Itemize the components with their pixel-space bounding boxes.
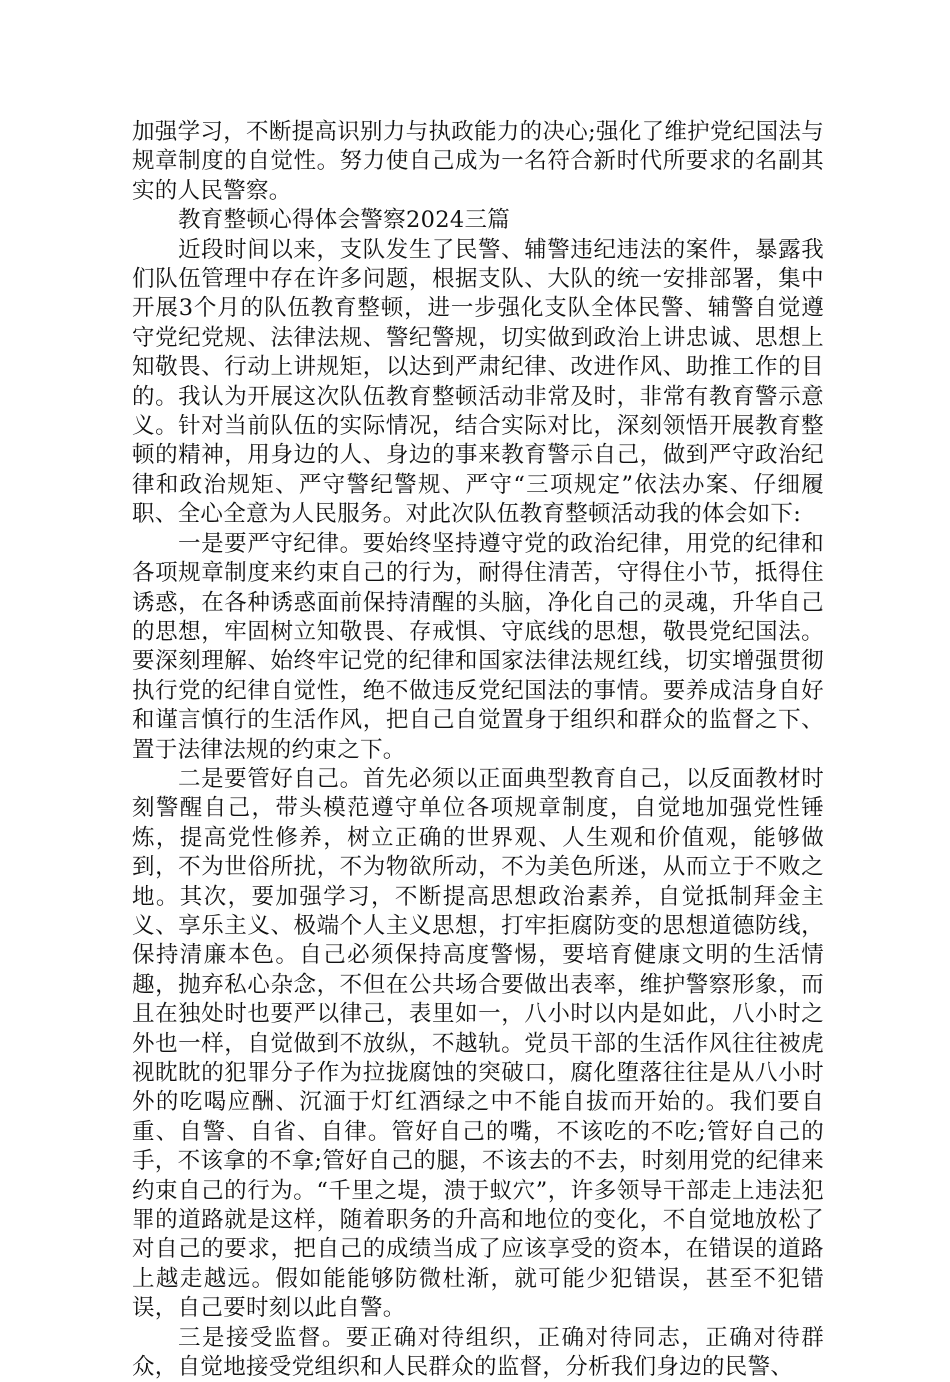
intro-paragraph: 加强学习，不断提高识别力与执政能力的决心;强化了维护党纪国法与规章制度的自觉性。努力使自己成为一名符合新时代所要求的名副其实的人民警察。	[132, 119, 824, 204]
document-page	[132, 118, 824, 1382]
body-paragraph-2: 一是要严守纪律。要始终坚持遵守党的政治纪律，用党的纪律和各项规章制度来约束自己的行为，耐得住清苦，守得住小节，抵得住诱惑，在各种诱惑面前保持清醒的头脑，净化自己的灵魂，升华自己的思想，牢固树立知敬畏、存戒惧、守底线的思想，敬畏党纪国法。要深刻理解、始终牢记党的纪律和国家法律法规红线，切实增强贯彻执行党的纪律自觉性，绝不做违反党纪国法的事情。要养成洁身自好和谨言慎行的生活作风，把自己自觉置身于组织和群众的监督之下、置于法律法规的约束之下。	[132, 530, 824, 763]
body-paragraph-3: 二是要管好自己。首先必须以正面典型教育自己，以反面教材时刻警醒自己，带头模范遵守单位各项规章制度，自觉地加强党性锤炼，提高党性修养，树立正确的世界观、人生观和价值观，能够做到，不为世俗所扰，不为物欲所动，不为美色所迷，从而立于不败之地。其次，要加强学习，不断提高思想政治素养，自觉抵制拜金主义、享乐主义、极端个人主义思想，打牢拒腐防变的思想道德防线，保持清廉本色。自己必须保持高度警惕，要培育健康文明的生活情趣，抛弃私心杂念，不但在公共场合要做出表率，维护警察形象，而且在独处时也要严以律己，表里如一，八小时以内是如此，八小时之外也一样，自觉做到不放纵，不越轨。党员干部的生活作风往往被虎视眈眈的犯罪分子作为拉拢腐蚀的突破口，腐化堕落往往是从八小时外的吃喝应酬、沉湎于灯红酒绿之中不能自拔而开始的。我们要自重、自警、自省、自律。管好自己的嘴，不该吃的不吃;管好自己的手，不该拿的不拿;管好自己的腿，不该去的不去，时刻用党的纪律来约束自己的行为。“千里之堤，溃于蚁穴”，许多领导干部走上违法犯罪的道路就是这样，随着职务的升高和地位的变化，不自觉地放松了对自己的要求，把自己的成绩当成了应该享受的资本，在错误的道路上越走越远。假如能能够防微杜渐，就可能少犯错误，甚至不犯错误，自己要时刻以此自警。	[132, 765, 824, 1322]
body-paragraph-4: 三是接受监督。要正确对待组织，正确对待同志，正确对待群众，自觉地接受党组织和人民群众的监督，分析我们身边的民警、	[132, 1324, 824, 1381]
body-paragraph-1: 近段时间以来，支队发生了民警、辅警违纪违法的案件，暴露我们队伍管理中存在许多问题，根据支队、大队的统一安排部署，集中开展3个月的队伍教育整顿，进一步强化支队全体民警、辅警自觉遵守党纪党规、法律法规、警纪警规，切实做到政治上讲忠诚、思想上知敬畏、行动上讲规矩，以达到严肃纪律、改进作风、助推工作的目的。我认为开展这次队伍教育整顿活动非常及时，非常有教育警示意义。针对当前队伍的实际情况，结合实际对比，深刻领悟开展教育整顿的精神，用身边的人、身边的事来教育警示自己，做到严守政治纪律和政治规矩、严守警纪警规、严守“三项规定”依法办案、仔细履职、全心全意为人民服务。对此次队伍教育整顿活动我的体会如下:	[132, 236, 824, 528]
section-heading: 教育整顿心得体会警察2024三篇	[178, 207, 511, 234]
